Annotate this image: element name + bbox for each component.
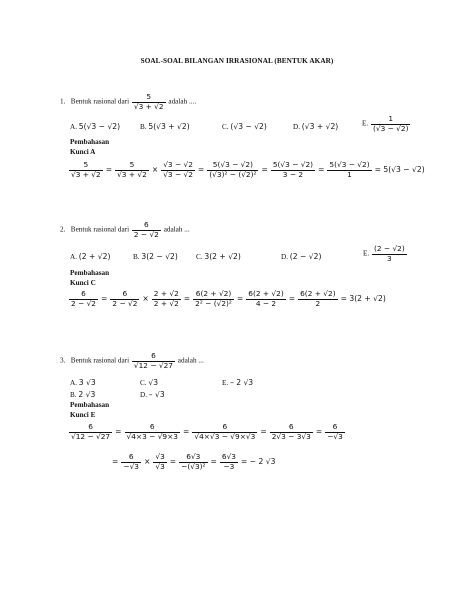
q2-step-denominator: 2 − √2 <box>71 298 97 308</box>
q3-step-numerator: 6 <box>192 423 257 433</box>
q2-step-fraction <box>69 290 98 308</box>
q1-step-operator: = <box>197 164 205 174</box>
q2-step-operator: = 3(2 + √2) <box>340 293 386 303</box>
q1-step-numerator: 5 <box>115 161 149 171</box>
q3-fraction <box>132 352 175 370</box>
q3-step-fraction <box>192 423 257 441</box>
q2-kunci: Kunci C <box>70 279 96 287</box>
q3-step-fraction <box>325 423 345 441</box>
q1-step-numerator: √3 − √2 <box>163 160 193 169</box>
q1-step-fraction <box>207 161 258 179</box>
q1-option-a-label: A. <box>70 123 77 131</box>
q2-option-b <box>133 252 178 261</box>
q1-step-numerator: 5(√3 − √2) <box>207 161 258 171</box>
q2-solution-steps <box>68 289 388 308</box>
q3-option-d-label: D. <box>140 391 147 399</box>
q2-step-fraction <box>193 290 234 308</box>
q2-option-d-label: D. <box>281 253 288 261</box>
q1-frac-den: √3 + √2 <box>133 101 164 111</box>
q1-option-b <box>140 122 190 131</box>
page-title: SOAL-SOAL BILANGAN IRRASIONAL (BENTUK AKAR) <box>140 57 334 65</box>
q1-option-e-fraction <box>371 115 410 133</box>
q2-step-operator: = <box>288 293 296 303</box>
q3-step-operator: = <box>315 426 323 436</box>
q3-step-numerator: 6√3 <box>221 452 236 461</box>
q2-option-a-label: A. <box>70 253 77 261</box>
q1-step-numerator: 5 <box>69 161 103 171</box>
q2-step-denominator: 4 − 2 <box>255 298 277 308</box>
q1-lead: Bentuk rasional dari <box>70 97 130 106</box>
q3-frac-num: 6 <box>132 352 175 362</box>
q2-frac-num: 6 <box>132 221 161 231</box>
q3-step-fraction <box>153 453 166 471</box>
q1-fraction <box>132 93 166 111</box>
q1-step-numerator: 5(√3 − √2) <box>272 160 314 169</box>
q2-number: 2. <box>60 225 66 234</box>
q3-solution-line-1 <box>68 423 346 441</box>
q2-option-e-label: E. <box>363 249 370 258</box>
q2-fraction <box>132 221 161 239</box>
q3-step-numerator: 6 <box>125 423 181 433</box>
q1-question <box>60 93 196 111</box>
q1-step-denominator: (√3)² − (√2)² <box>209 169 257 179</box>
q2-lead: Bentuk rasional dari <box>70 225 130 234</box>
q3-option-c-value: √3 <box>148 378 159 387</box>
q3-pembahasan: Pembahasan <box>70 401 110 409</box>
q2-option-d-value: (2 − √2) <box>289 252 322 261</box>
q3-option-c <box>140 378 158 387</box>
q2-option-e-fraction <box>372 245 407 263</box>
q1-number: 1. <box>60 97 66 106</box>
q1-step-denominator: √3 + √2 <box>71 169 101 179</box>
q3-option-e-value: – 2 √3 <box>229 378 254 387</box>
q2-option-b-value: 3(2 − √2) <box>141 252 178 261</box>
q1-step-fraction <box>271 161 315 179</box>
q2-option-c <box>196 252 241 261</box>
q3-step-fraction <box>69 423 112 441</box>
q2-step-numerator: 6(2 + √2) <box>193 290 234 300</box>
q3-solution-steps-2 <box>110 452 277 471</box>
q3-solution-line-2 <box>110 453 277 471</box>
q3-step-numerator: 6√3 <box>179 453 207 463</box>
q3-step-fraction <box>220 453 238 471</box>
q1-kunci: Kunci A <box>70 148 96 156</box>
q3-step-operator: = <box>260 426 267 436</box>
q2-step-operator: = <box>236 293 244 303</box>
q3-step-denominator: 2√3 − 3√3 <box>271 431 311 441</box>
q1-option-c-value: (√3 − √2) <box>230 122 267 131</box>
q3-step-denominator: −√3 <box>327 431 343 441</box>
q3-step-fraction <box>121 453 141 471</box>
q2-step-denominator: 2 <box>315 298 321 308</box>
q1-step-operator: = <box>318 164 325 174</box>
q2-option-a <box>70 252 110 261</box>
q3-step-denominator: √4×3 − √9×3 <box>126 431 179 441</box>
q3-solution-steps-1 <box>68 422 346 441</box>
q1-step-operator: × <box>151 164 159 174</box>
q1-option-c <box>222 122 267 131</box>
q2-step-denominator: 2 + √2 <box>153 298 179 308</box>
q2-step-fraction <box>246 290 285 308</box>
q3-option-b-label: B. <box>70 391 77 399</box>
q2-option-c-label: C. <box>196 253 203 261</box>
q2-step-operator: × <box>142 293 149 303</box>
q1-option-e <box>362 115 411 133</box>
q3-option-a-label: A. <box>70 379 77 387</box>
q2-step-operator: = <box>183 293 191 303</box>
q1-option-d-value: (√3 + √2) <box>301 122 339 131</box>
q3-step-numerator: 6 <box>69 423 112 433</box>
q3-step-operator: = <box>169 456 177 466</box>
q1-option-e-den: (√3 − √2) <box>372 123 409 133</box>
q3-step-fraction <box>125 423 181 441</box>
q1-pembahasan: Pembahasan <box>70 138 110 146</box>
q1-step-fraction <box>161 161 195 179</box>
q1-frac-num: 5 <box>132 93 166 103</box>
q2-pembahasan: Pembahasan <box>70 269 110 277</box>
q3-step-denominator: √3 <box>155 461 165 471</box>
q3-step-denominator: √12 − √27 <box>71 431 111 441</box>
q2-option-c-value: 3(2 + √2) <box>204 252 241 261</box>
q2-step-fraction <box>110 290 139 308</box>
q3-number: 3. <box>60 356 66 365</box>
q3-step-denominator: √4×√3 − √9×√3 <box>194 431 256 441</box>
q1-step-denominator: 1 <box>347 169 352 179</box>
q2-option-d <box>281 252 321 261</box>
q1-step-fraction <box>327 161 371 179</box>
q1-step-numerator: 5(√3 − √2) <box>329 160 370 169</box>
q1-step-denominator: 3 − 2 <box>282 169 304 179</box>
q3-option-e-label: E. <box>222 379 229 387</box>
q3-step-operator: × <box>143 456 151 466</box>
q1-solution <box>68 161 427 179</box>
q1-step-denominator: √3 + √2 <box>117 169 147 179</box>
q3-option-d <box>140 390 165 399</box>
q2-option-e <box>363 245 408 263</box>
q1-step-operator: = 5(√3 − √2) <box>374 164 425 174</box>
q3-step-numerator: √3 <box>155 452 165 461</box>
q3-step-operator: = − 2 √3 <box>241 456 276 466</box>
q1-option-a <box>70 122 120 131</box>
q1-option-b-label: B. <box>140 123 147 131</box>
q3-step-fraction <box>179 453 207 471</box>
q3-option-a <box>70 378 96 387</box>
q1-option-e-num: 1 <box>371 115 410 125</box>
q3-step-operator: = <box>112 456 119 466</box>
q1-option-c-label: C. <box>222 123 229 131</box>
q2-step-numerator: 6 <box>110 290 139 300</box>
q3-option-b <box>70 390 95 399</box>
q2-step-numerator: 6(2 + √2) <box>300 289 336 298</box>
q2-solution <box>68 290 388 308</box>
q3-step-operator: = <box>210 456 217 466</box>
q3-step-fraction <box>270 423 313 441</box>
q1-option-d-label: D. <box>293 123 300 131</box>
q1-step-operator: = <box>261 164 268 174</box>
q2-step-numerator: 2 + √2 <box>153 289 179 298</box>
q1-solution-steps <box>68 160 427 179</box>
q2-frac-den: 2 − √2 <box>133 229 159 239</box>
q2-tail: adalah ... <box>163 225 190 234</box>
q1-tail: adalah .... <box>168 97 197 106</box>
q3-step-denominator: −3 <box>223 461 235 471</box>
q2-option-b-label: B. <box>133 253 140 261</box>
q3-option-e <box>222 378 253 387</box>
q3-step-denominator: −(√3)² <box>181 461 206 471</box>
q3-kunci: Kunci E <box>70 411 96 419</box>
q1-option-b-value: 5(√3 + √2) <box>148 122 190 131</box>
q2-option-a-value: (2 + √2) <box>78 252 111 261</box>
q1-option-a-value: 5(√3 − √2) <box>78 122 121 131</box>
q3-lead: Bentuk rasional dari <box>70 356 130 365</box>
q2-step-denominator: 2² − (√2)² <box>195 298 232 308</box>
q2-step-fraction <box>152 290 181 308</box>
q2-step-numerator: 6(2 + √2) <box>248 289 284 298</box>
q3-step-numerator: 6 <box>270 423 313 433</box>
q3-step-numerator: 6 <box>121 453 141 463</box>
q1-option-d <box>293 122 338 131</box>
q1-step-fraction <box>115 161 149 179</box>
q3-step-operator: = <box>183 426 190 436</box>
q3-option-d-value: – √3 <box>148 390 165 399</box>
q1-step-operator: = <box>105 164 113 174</box>
q1-step-fraction <box>69 161 103 179</box>
q3-option-a-value: 3 √3 <box>78 378 96 387</box>
q3-tail: adalah ... <box>177 356 204 365</box>
q2-option-e-den: 3 <box>387 253 392 263</box>
q3-step-operator: = <box>115 426 122 436</box>
q3-option-b-value: 2 √3 <box>78 390 96 399</box>
q1-step-denominator: √3 − √2 <box>163 169 193 179</box>
q2-step-operator: = <box>101 293 108 303</box>
q3-step-denominator: −√3 <box>123 461 139 471</box>
q2-question <box>60 221 190 239</box>
q2-step-numerator: 6 <box>69 290 98 300</box>
q3-option-c-label: C. <box>140 379 147 387</box>
q2-step-denominator: 2 − √2 <box>112 298 138 308</box>
q3-step-numerator: 6 <box>325 423 345 433</box>
q3-frac-den: √12 − √27 <box>133 360 173 370</box>
q1-option-e-label: E. <box>362 119 369 128</box>
q3-question <box>60 352 204 370</box>
q2-option-e-num: (2 − √2) <box>373 244 405 253</box>
q2-step-fraction <box>298 290 337 308</box>
